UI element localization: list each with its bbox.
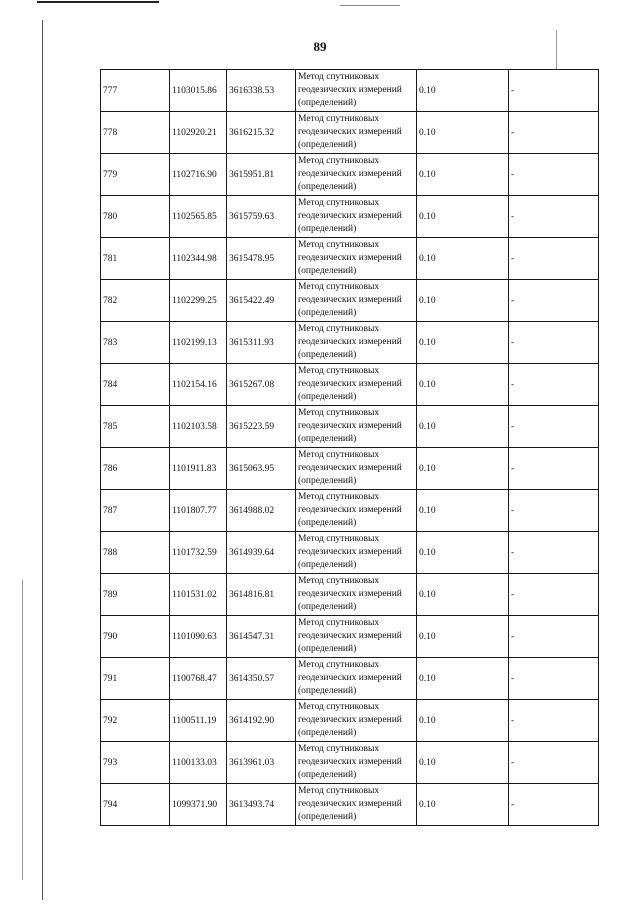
point-number-cell: 785	[101, 406, 170, 448]
accuracy-cell: 0.10	[417, 238, 509, 280]
scan-mark-top-left	[37, 1, 159, 3]
table-row	[101, 490, 599, 532]
method-line: геодезических измерений	[298, 631, 402, 641]
y-coordinate-cell: 3616215.32	[227, 112, 296, 154]
method-cell	[296, 532, 417, 574]
scan-mark-top-center	[340, 5, 400, 6]
method-line: геодезических измерений	[298, 421, 402, 431]
method-cell	[296, 112, 417, 154]
table-row	[101, 280, 599, 322]
y-coordinate-cell: 3613961.03	[227, 742, 296, 784]
method-line: (определений)	[298, 434, 357, 444]
method-line: (определений)	[298, 644, 357, 654]
method-line: геодезических измерений	[298, 85, 402, 95]
method-line: (определений)	[298, 308, 357, 318]
coordinates-table-body	[101, 70, 599, 826]
note-cell: -	[509, 112, 599, 154]
accuracy-cell: 0.10	[417, 700, 509, 742]
table-row	[101, 154, 599, 196]
table-row	[101, 616, 599, 658]
method-line: (определений)	[298, 140, 357, 150]
method-line: Метод спутниковых	[298, 576, 380, 586]
x-coordinate-cell: 1100511.19	[170, 700, 227, 742]
y-coordinate-cell: 3615267.08	[227, 364, 296, 406]
method-line: (определений)	[298, 770, 357, 780]
point-number-cell: 780	[101, 196, 170, 238]
accuracy-cell: 0.10	[417, 364, 509, 406]
method-line: Метод спутниковых	[298, 660, 380, 670]
x-coordinate-cell: 1099371.90	[170, 784, 227, 826]
note-cell: -	[509, 532, 599, 574]
note-cell: -	[509, 784, 599, 826]
table-row	[101, 364, 599, 406]
method-line: (определений)	[298, 686, 357, 696]
method-cell	[296, 364, 417, 406]
method-line: (определений)	[298, 350, 357, 360]
accuracy-cell: 0.10	[417, 532, 509, 574]
method-cell	[296, 406, 417, 448]
method-line: геодезических измерений	[298, 715, 402, 725]
x-coordinate-cell: 1101732.59	[170, 532, 227, 574]
note-cell: -	[509, 574, 599, 616]
method-line: Метод спутниковых	[298, 702, 380, 712]
method-cell	[296, 742, 417, 784]
table-row	[101, 70, 599, 112]
y-coordinate-cell: 3615478.95	[227, 238, 296, 280]
x-coordinate-cell: 1100133.03	[170, 742, 227, 784]
scan-mark-left-outer	[22, 580, 23, 880]
point-number-cell: 781	[101, 238, 170, 280]
note-cell: -	[509, 154, 599, 196]
point-number-cell: 793	[101, 742, 170, 784]
note-cell: -	[509, 364, 599, 406]
accuracy-cell: 0.10	[417, 490, 509, 532]
y-coordinate-cell: 3614939.64	[227, 532, 296, 574]
method-line: (определений)	[298, 812, 357, 822]
point-number-cell: 786	[101, 448, 170, 490]
method-line: геодезических измерений	[298, 673, 402, 683]
method-line: геодезических измерений	[298, 589, 402, 599]
method-line: (определений)	[298, 182, 357, 192]
note-cell: -	[509, 616, 599, 658]
method-line: (определений)	[298, 392, 357, 402]
accuracy-cell: 0.10	[417, 658, 509, 700]
method-line: (определений)	[298, 476, 357, 486]
method-cell	[296, 658, 417, 700]
method-line: геодезических измерений	[298, 547, 402, 557]
method-line: геодезических измерений	[298, 127, 402, 137]
x-coordinate-cell: 1102199.13	[170, 322, 227, 364]
point-number-cell: 782	[101, 280, 170, 322]
x-coordinate-cell: 1101531.02	[170, 574, 227, 616]
method-line: Метод спутниковых	[298, 114, 380, 124]
point-number-cell: 794	[101, 784, 170, 826]
point-number-cell: 789	[101, 574, 170, 616]
note-cell: -	[509, 448, 599, 490]
point-number-cell: 779	[101, 154, 170, 196]
x-coordinate-cell: 1101807.77	[170, 490, 227, 532]
method-cell	[296, 616, 417, 658]
y-coordinate-cell: 3615759.63	[227, 196, 296, 238]
point-number-cell: 792	[101, 700, 170, 742]
method-line: геодезических измерений	[298, 463, 402, 473]
coordinates-table	[100, 69, 599, 826]
point-number-cell: 778	[101, 112, 170, 154]
method-line: (определений)	[298, 518, 357, 528]
method-cell	[296, 784, 417, 826]
method-line: Метод спутниковых	[298, 618, 380, 628]
method-line: геодезических измерений	[298, 295, 402, 305]
method-line: Метод спутниковых	[298, 156, 380, 166]
accuracy-cell: 0.10	[417, 784, 509, 826]
x-coordinate-cell: 1102920.21	[170, 112, 227, 154]
page-number: 89	[313, 39, 327, 54]
accuracy-cell: 0.10	[417, 574, 509, 616]
method-line: геодезических измерений	[298, 379, 402, 389]
x-coordinate-cell: 1103015.86	[170, 70, 227, 112]
table-row	[101, 574, 599, 616]
method-line: геодезических измерений	[298, 169, 402, 179]
method-line: Метод спутниковых	[298, 240, 380, 250]
table-row	[101, 406, 599, 448]
method-line: (определений)	[298, 98, 357, 108]
note-cell: -	[509, 196, 599, 238]
y-coordinate-cell: 3615063.95	[227, 448, 296, 490]
method-cell	[296, 448, 417, 490]
method-cell	[296, 322, 417, 364]
y-coordinate-cell: 3615223.59	[227, 406, 296, 448]
point-number-cell: 790	[101, 616, 170, 658]
point-number-cell: 784	[101, 364, 170, 406]
table-row	[101, 112, 599, 154]
y-coordinate-cell: 3615311.93	[227, 322, 296, 364]
table-row	[101, 700, 599, 742]
note-cell: -	[509, 70, 599, 112]
y-coordinate-cell: 3615422.49	[227, 280, 296, 322]
y-coordinate-cell: 3614547.31	[227, 616, 296, 658]
accuracy-cell: 0.10	[417, 448, 509, 490]
accuracy-cell: 0.10	[417, 322, 509, 364]
method-cell	[296, 700, 417, 742]
accuracy-cell: 0.10	[417, 154, 509, 196]
x-coordinate-cell: 1101911.83	[170, 448, 227, 490]
y-coordinate-cell: 3616338.53	[227, 70, 296, 112]
accuracy-cell: 0.10	[417, 742, 509, 784]
point-number-cell: 783	[101, 322, 170, 364]
note-cell: -	[509, 238, 599, 280]
method-line: (определений)	[298, 728, 357, 738]
table-row	[101, 238, 599, 280]
method-cell	[296, 154, 417, 196]
point-number-cell: 791	[101, 658, 170, 700]
y-coordinate-cell: 3613493.74	[227, 784, 296, 826]
method-line: геодезических измерений	[298, 211, 402, 221]
table-row	[101, 196, 599, 238]
x-coordinate-cell: 1101090.63	[170, 616, 227, 658]
method-line: геодезических измерений	[298, 757, 402, 767]
accuracy-cell: 0.10	[417, 70, 509, 112]
x-coordinate-cell: 1100768.47	[170, 658, 227, 700]
note-cell: -	[509, 658, 599, 700]
method-cell	[296, 490, 417, 532]
method-line: геодезических измерений	[298, 337, 402, 347]
method-line: Метод спутниковых	[298, 198, 380, 208]
method-line: (определений)	[298, 224, 357, 234]
method-line: Метод спутниковых	[298, 408, 380, 418]
y-coordinate-cell: 3614350.57	[227, 658, 296, 700]
note-cell: -	[509, 406, 599, 448]
x-coordinate-cell: 1102299.25	[170, 280, 227, 322]
method-line: геодезических измерений	[298, 799, 402, 809]
y-coordinate-cell: 3614988.02	[227, 490, 296, 532]
note-cell: -	[509, 742, 599, 784]
method-line: Метод спутниковых	[298, 72, 380, 82]
point-number-cell: 777	[101, 70, 170, 112]
table-row	[101, 532, 599, 574]
accuracy-cell: 0.10	[417, 616, 509, 658]
x-coordinate-cell: 1102344.98	[170, 238, 227, 280]
method-line: геодезических измерений	[298, 505, 402, 515]
method-line: Метод спутниковых	[298, 324, 380, 334]
method-line: Метод спутниковых	[298, 366, 380, 376]
method-line: Метод спутниковых	[298, 282, 380, 292]
note-cell: -	[509, 280, 599, 322]
note-cell: -	[509, 700, 599, 742]
point-number-cell: 787	[101, 490, 170, 532]
method-line: геодезических измерений	[298, 253, 402, 263]
accuracy-cell: 0.10	[417, 406, 509, 448]
x-coordinate-cell: 1102565.85	[170, 196, 227, 238]
method-line: Метод спутниковых	[298, 450, 380, 460]
accuracy-cell: 0.10	[417, 196, 509, 238]
accuracy-cell: 0.10	[417, 280, 509, 322]
y-coordinate-cell: 3614192.90	[227, 700, 296, 742]
table-row	[101, 658, 599, 700]
method-line: Метод спутниковых	[298, 744, 380, 754]
x-coordinate-cell: 1102154.16	[170, 364, 227, 406]
point-number-cell: 788	[101, 532, 170, 574]
method-cell	[296, 196, 417, 238]
method-cell	[296, 70, 417, 112]
table-row	[101, 322, 599, 364]
y-coordinate-cell: 3614816.81	[227, 574, 296, 616]
note-cell: -	[509, 322, 599, 364]
method-cell	[296, 280, 417, 322]
method-line: (определений)	[298, 560, 357, 570]
scan-mark-left-edge	[42, 20, 43, 900]
method-line: Метод спутниковых	[298, 534, 380, 544]
method-cell	[296, 574, 417, 616]
method-line: (определений)	[298, 266, 357, 276]
table-row	[101, 742, 599, 784]
method-line: Метод спутниковых	[298, 786, 380, 796]
table-row	[101, 448, 599, 490]
table-row	[101, 784, 599, 826]
note-cell: -	[509, 490, 599, 532]
accuracy-cell: 0.10	[417, 112, 509, 154]
x-coordinate-cell: 1102103.58	[170, 406, 227, 448]
x-coordinate-cell: 1102716.90	[170, 154, 227, 196]
y-coordinate-cell: 3615951.81	[227, 154, 296, 196]
method-line: (определений)	[298, 602, 357, 612]
method-cell	[296, 238, 417, 280]
method-line: Метод спутниковых	[298, 492, 380, 502]
